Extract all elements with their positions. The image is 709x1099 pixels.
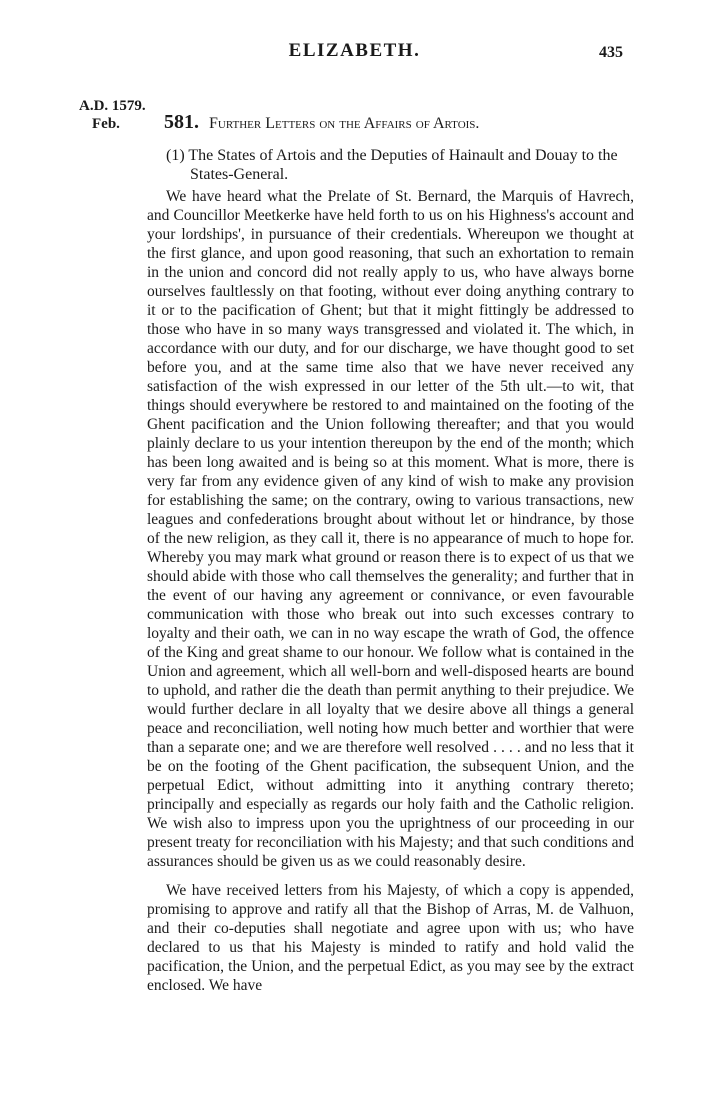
body-text — [147, 187, 634, 995]
margin-month: Feb. — [92, 116, 120, 132]
entry-heading — [164, 112, 634, 134]
entry-number: 581. — [164, 111, 199, 133]
paragraph-2: We have received letters from his Majesty, of which a copy is appended, promising to approve and ratify all that the Bishop of Arras, M. de Valhuon, and their co-deputies shall negotiate and agree upon with us; who have declared to us that his Majesty is minded to ratify and hold valid the pacification, the Union, and the perpetual Edict, as you may see by the extract enclosed. We have — [147, 882, 634, 994]
page-number: 435 — [599, 44, 623, 61]
document-subheading: (1) The States of Artois and the Deputies of Hainault and Douay to the States-General. — [166, 147, 618, 183]
entry-title: Further Letters on the Affairs of Artois. — [209, 115, 480, 132]
margin-year: A.D. 1579. — [79, 98, 146, 114]
running-title: ELIZABETH. — [288, 40, 421, 61]
running-head — [0, 40, 709, 64]
paragraph-1: We have heard what the Prelate of St. Bernard, the Marquis of Havrech, and Councillor Meetkerke have held forth to us on his Highness's account and your lordships', in pursuance of their credentials. Whereupon we thought at the first glance, and upon good reasoning, that such an exhortation to remain in the union and concord did not really apply to us, who have always borne ourselves faultlessly on that footing, without ever doing anything contrary to it or to the pacification of Ghent; but that it might fittingly be addressed to those who have in so many ways transgressed and violated it. The which, in accordance with our duty, and for our discharge, we have thought good to set before you, and at the same time also that we have never received any satisfaction of the wish expressed in our letter of the 5th ult.—to wit, that things should everywhere be restored to and maintained on the footing of the Ghent pacification and the Union following thereafter; and that you would plainly declare to us your intention thereupon by the end of the month; which has been long awaited and is being so at this moment. What is more, there is very far from any evidence given of any kind of wish to make any provision for establishing the same; on the contrary, owing to various transactions, new leagues and confederations brought about without let or hindrance, by those of the new religion, as they call it, there is no appearance of much to hope for. Whereby you may mark what ground or reason there is to expect of us that we should abide with those who call themselves the generality; and further that in the event of our having any agreement or connivance, or even favourable communication with those who break out into such excesses contrary to loyalty and their oath, we can in no way escape the wrath of God, the offence of the King and great shame to our honour. We follow what is contained in the Union and agreement, which all well-born and well-disposed hearts are bound to uphold, and rather die the death than permit anything to their prejudice. We would further declare in all loyalty that we desire above all things a general peace and reconciliation, well noting how much better and worthier that were than a separate one; and we are therefore well resolved . . . . and no less that it be on the footing of the Ghent pacification, the subsequent Union, and the perpetual Edict, without admitting into it anything contrary thereto; principally and especially as regards our holy faith and the Catholic religion. We wish also to impress upon you the uprightness of our proceeding in our present treaty for reconciliation with his Majesty; and that such conditions and assurances should be given us as we could reasonably desire. — [147, 188, 634, 870]
